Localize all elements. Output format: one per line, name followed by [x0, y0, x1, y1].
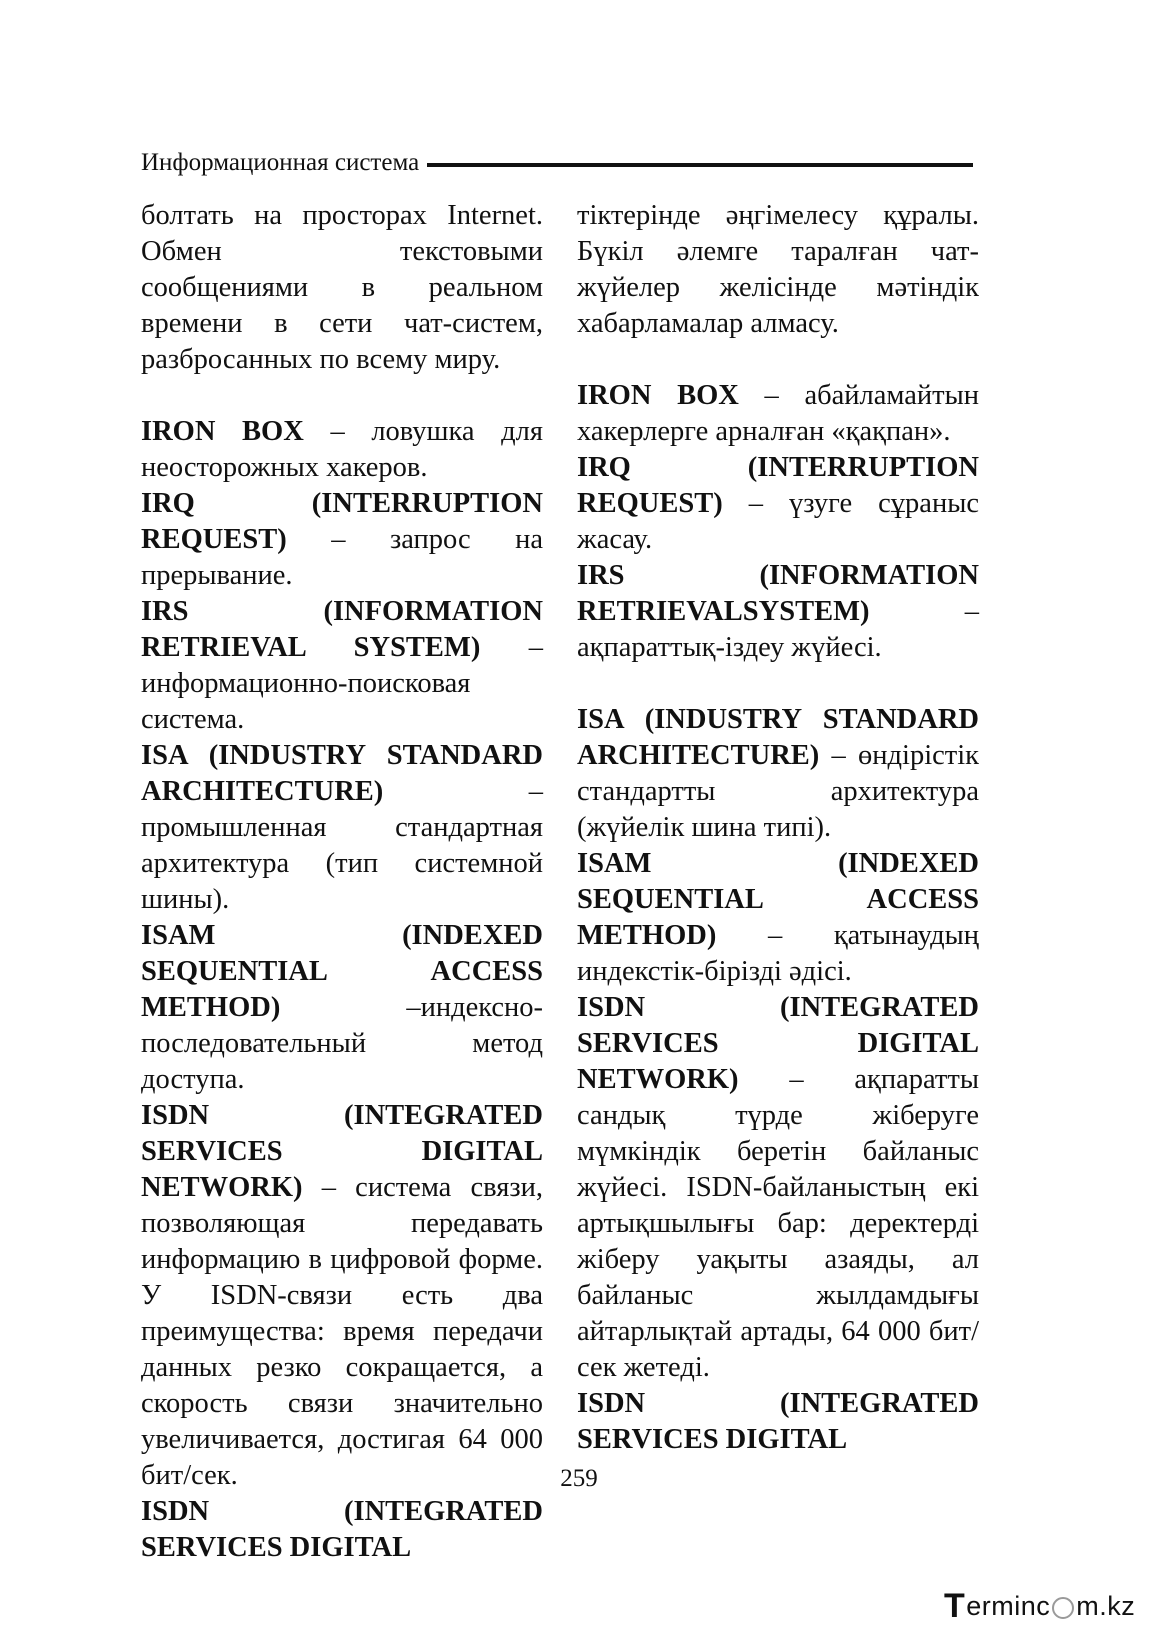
entry-definition: – абайламайтын хакерлерге арналған «қақпан». [577, 380, 979, 447]
entry-term: ISDN (INTEGRATED SERVICES DIGITAL [141, 1496, 543, 1563]
entry-term: IRON BOX [577, 380, 739, 411]
entry-definition: – запрос на прерывание. [141, 524, 543, 591]
watermark-text-a: erminc [966, 1590, 1051, 1621]
entry-isdn [141, 1098, 543, 1494]
header-rule [427, 163, 973, 167]
entry-definition: – ақпаратты сандық түрде жіберуге мүмкіндік беретін байланыс жүйесі. ISDN-байланыстың екі артықшылығы бар: деректерді жіберу уақыты азаяды, ал байланыс жылдамдығы айтарлықтай артады, 64 000 бит/сек жетеді. [577, 1064, 979, 1383]
entry-definition: – промышленная стандартная архитектура (тип системной шины). [141, 776, 543, 915]
entry-definition: – информационно-поисковая система. [141, 632, 543, 735]
right-column [577, 198, 979, 1458]
entry-isa [141, 738, 543, 918]
entry-term: ISA (INDUSTRY STANDARD ARCHITECTURE) [577, 704, 979, 771]
entry-irq [577, 450, 979, 558]
entry-definition: – ақпараттық-іздеу жүйесі. [577, 596, 979, 663]
entry-irs [141, 594, 543, 738]
entry-definition: – өндірістік стандартты архитектура (жүйелік шина типі). [577, 740, 979, 843]
running-header-title: Информационная система [141, 149, 420, 176]
entry-continuation: тіктерінде әңгімелесу құралы. Бүкіл әлемге таралған чат-жүйелер желісінде мәтіндік хабарламалар алмасу. [577, 200, 979, 339]
entry-term: IRON BOX [141, 416, 304, 447]
magnifier-icon [1052, 1597, 1074, 1619]
entry-isam [141, 918, 543, 1098]
entry-isa [577, 702, 979, 846]
entry-isdn-next [141, 1494, 543, 1566]
entry-term: ISDN (INTEGRATED SERVICES DIGITAL NETWORK) [141, 1100, 543, 1203]
entry-definition: – үзуге сұраныс жасау. [577, 488, 979, 555]
watermark-letter: T [944, 1586, 966, 1625]
entry-term: IRQ (INTERRUPTION REQUEST) [141, 488, 543, 555]
running-header [141, 146, 973, 180]
entry-term: IRS (INFORMATION RETRIEVALSYSTEM) [577, 560, 979, 627]
entry-iron-box [141, 414, 543, 486]
entry-definition: – қатынаудың индекстік-бірізді әдісі. [577, 920, 979, 987]
site-watermark [944, 1584, 1149, 1628]
entry-definition: – система связи, позволяющая передавать информацию в цифровой форме. У ISDN-связи есть два преимущества: время передачи данных резко сокращается, а скорость связи значительно увеличивается, достигая 64 000 бит/сек. [141, 1172, 543, 1491]
entry-isdn-next [577, 1386, 979, 1458]
watermark-text-b: m.kz [1076, 1590, 1136, 1621]
entry-term: IRS (INFORMATION RETRIEVAL SYSTEM) [141, 596, 543, 663]
entry-term: ISA (INDUSTRY STANDARD ARCHITECTURE) [141, 740, 543, 807]
entry-isdn [577, 990, 979, 1386]
entry-term: ISAM (INDEXED SEQUENTIAL ACCESS METHOD) [141, 920, 543, 1023]
left-column [141, 198, 543, 1566]
entry-definition: – ловушка для неосторожных хакеров. [141, 416, 543, 483]
entry-irs [577, 558, 979, 666]
entry-irq [141, 486, 543, 594]
entry-term: ISDN (INTEGRATED SERVICES DIGITAL [577, 1388, 979, 1455]
entry-term: IRQ (INTERRUPTION REQUEST) [577, 452, 979, 519]
entry-term: ISDN (INTEGRATED SERVICES DIGITAL NETWORK) [577, 992, 979, 1095]
entry-iron-box [577, 378, 979, 450]
entry-isam [577, 846, 979, 990]
entry-term: ISAM (INDEXED SEQUENTIAL ACCESS METHOD) [577, 848, 979, 951]
entry-definition: –индексно-последовательный метод доступа. [141, 992, 543, 1095]
page-number: 259 [560, 1465, 598, 1492]
entry-continuation: болтать на просторах Internet. Обмен текстовыми сообщениями в реальном времени в сети чат-систем, разбросанных по всему миру. [141, 200, 543, 375]
